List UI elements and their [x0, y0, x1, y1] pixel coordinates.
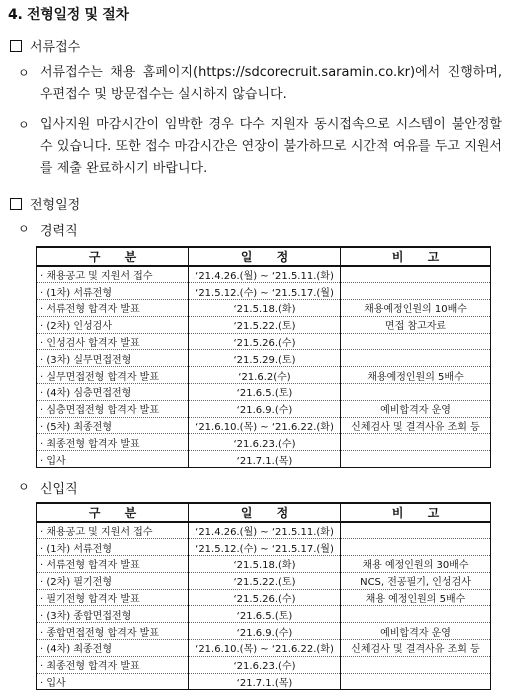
table-row — [37, 656, 491, 673]
cell-schedule: ‘21.6.23.(수) — [189, 656, 341, 673]
table-row — [37, 556, 491, 573]
circle-bullet-icon: ㅇ — [18, 480, 30, 494]
cell-category: · 채용공고 및 지원서 접수 — [37, 522, 189, 539]
cell-category: · (1차) 서류전형 — [37, 539, 189, 556]
cell-schedule: ‘21.6.2(수) — [189, 367, 341, 384]
cell-schedule: ‘21.6.10.(목) ~ ‘21.6.22.(화) — [189, 640, 341, 657]
table-row — [37, 623, 491, 640]
cell-category: · (3차) 실무면접전형 — [37, 350, 189, 367]
cell-schedule: ‘21.6.23.(수) — [189, 434, 341, 451]
cell-remarks — [341, 539, 491, 556]
career-heading — [18, 220, 78, 239]
table-row — [37, 300, 491, 317]
cell-category: · 종합면접전형 합격자 발표 — [37, 623, 189, 640]
cell-remarks: 채용 예정인원의 5배수 — [341, 589, 491, 606]
section-heading: 4. 전형일정 및 절차 — [8, 7, 129, 23]
cell-category: · 서류전형 합격자 발표 — [37, 300, 189, 317]
bullet-text: 서류접수는 채용 홈페이지(https://sdcorecruit.saramin.co.kr)에서 진행하며, 우편접수 및 방문접수는 실시하지 않습니다. — [40, 65, 502, 102]
cell-remarks — [341, 434, 491, 451]
career-title: 경력직 — [40, 224, 78, 239]
circle-bullet-icon: ㅇ — [18, 222, 30, 236]
table-row — [37, 640, 491, 657]
cell-schedule: ‘21.5.12.(수) ~ ‘21.5.17.(월) — [189, 539, 341, 556]
cell-schedule: ‘21.5.18.(화) — [189, 300, 341, 317]
subsection-title: 서류접수 — [30, 40, 81, 55]
cell-remarks — [341, 266, 491, 283]
cell-remarks — [341, 384, 491, 401]
cell-remarks: 예비합격자 운영 — [341, 623, 491, 640]
newgrad-heading — [18, 478, 78, 497]
cell-schedule: ‘21.5.18.(화) — [189, 556, 341, 573]
cell-schedule: ‘21.5.29.(토) — [189, 350, 341, 367]
cell-category: · (2차) 필기전형 — [37, 572, 189, 589]
table-row — [37, 316, 491, 333]
table-row — [37, 266, 491, 283]
cell-schedule: ‘21.6.10.(목) ~ ‘21.6.22.(화) — [189, 417, 341, 434]
table-row — [37, 673, 491, 690]
cell-category: · (4차) 심층면접전형 — [37, 384, 189, 401]
checkbox-square-icon — [10, 198, 22, 210]
table-row — [37, 522, 491, 539]
table-row — [37, 367, 491, 384]
table-row — [37, 400, 491, 417]
cell-remarks: NCS, 전공필기, 인성검사 — [341, 572, 491, 589]
career-schedule-table — [36, 246, 491, 468]
cell-schedule: ‘21.4.26.(월) ~ ‘21.5.11.(화) — [189, 266, 341, 283]
cell-schedule: ‘21.6.9.(수) — [189, 623, 341, 640]
table-header-row — [37, 247, 491, 266]
cell-schedule: ‘21.4.26.(월) ~ ‘21.5.11.(화) — [189, 522, 341, 539]
cell-category: · 인성검사 합격자 발표 — [37, 333, 189, 350]
cell-schedule: ‘21.6.5.(토) — [189, 384, 341, 401]
newgrad-title: 신입직 — [40, 482, 78, 497]
newgrad-schedule-table — [36, 502, 491, 690]
cell-remarks — [341, 350, 491, 367]
header-category: 구 분 — [37, 247, 189, 266]
cell-category: · 최종전형 합격자 발표 — [37, 434, 189, 451]
subsection-document-submission — [10, 36, 80, 55]
bullet-item — [18, 62, 502, 106]
table-row — [37, 572, 491, 589]
cell-remarks: 신체검사 및 결격사유 조회 등 — [341, 417, 491, 434]
circle-bullet-icon: ㅇ — [18, 118, 30, 132]
cell-schedule: ‘21.5.12.(수) ~ ‘21.5.17.(월) — [189, 283, 341, 300]
table-row — [37, 350, 491, 367]
cell-schedule: ‘21.7.1.(목) — [189, 673, 341, 690]
table-row — [37, 539, 491, 556]
table-header-row — [37, 503, 491, 522]
bullet-text: 입사지원 마감시간이 임박한 경우 다수 지원자 동시접속으로 시스템이 불안정할 수 있습니다. 또한 접수 마감시간은 연장이 불가하므로 시간적 여유를 두고 지원서를 제출 완료하시기 바랍니다. — [40, 117, 502, 176]
cell-remarks — [341, 283, 491, 300]
cell-schedule: ‘21.7.1.(목) — [189, 451, 341, 468]
header-category: 구 분 — [37, 503, 189, 522]
table-row — [37, 434, 491, 451]
header-remarks: 비 고 — [341, 503, 491, 522]
table-row — [37, 606, 491, 623]
table-row — [37, 589, 491, 606]
cell-remarks: 채용예정인원의 5배수 — [341, 367, 491, 384]
cell-category: · 심층면접전형 합격자 발표 — [37, 400, 189, 417]
cell-schedule: ‘21.6.5.(토) — [189, 606, 341, 623]
table-row — [37, 417, 491, 434]
cell-category: · (4차) 최종전형 — [37, 640, 189, 657]
bullet-item — [18, 114, 502, 180]
cell-schedule: ‘21.5.26.(수) — [189, 589, 341, 606]
cell-remarks — [341, 673, 491, 690]
cell-category: · 입사 — [37, 673, 189, 690]
cell-category: · (5차) 최종전형 — [37, 417, 189, 434]
cell-remarks: 채용 예정인원의 30배수 — [341, 556, 491, 573]
cell-category: · 최종전형 합격자 발표 — [37, 656, 189, 673]
table-row — [37, 451, 491, 468]
cell-remarks: 채용예정인원의 10배수 — [341, 300, 491, 317]
cell-remarks: 면접 참고자료 — [341, 316, 491, 333]
cell-category: · (2차) 인성검사 — [37, 316, 189, 333]
cell-remarks — [341, 606, 491, 623]
cell-category: · 채용공고 및 지원서 접수 — [37, 266, 189, 283]
cell-remarks — [341, 333, 491, 350]
cell-schedule: ‘21.5.22.(토) — [189, 572, 341, 589]
header-schedule: 일 정 — [189, 503, 341, 522]
cell-remarks — [341, 522, 491, 539]
header-schedule: 일 정 — [189, 247, 341, 266]
cell-remarks — [341, 656, 491, 673]
header-remarks: 비 고 — [341, 247, 491, 266]
cell-remarks: 신체검사 및 결격사유 조회 등 — [341, 640, 491, 657]
table-row — [37, 333, 491, 350]
cell-remarks — [341, 451, 491, 468]
table-row — [37, 384, 491, 401]
cell-category: · 실무면접전형 합격자 발표 — [37, 367, 189, 384]
subsection-schedule — [10, 194, 80, 213]
cell-schedule: ‘21.5.26.(수) — [189, 333, 341, 350]
cell-category: · (3차) 종합면접전형 — [37, 606, 189, 623]
cell-category: · (1차) 서류전형 — [37, 283, 189, 300]
table-row — [37, 283, 491, 300]
cell-schedule: ‘21.5.22.(토) — [189, 316, 341, 333]
cell-category: · 입사 — [37, 451, 189, 468]
circle-bullet-icon: ㅇ — [18, 66, 30, 80]
cell-remarks: 예비합격자 운영 — [341, 400, 491, 417]
subsection-title: 전형일정 — [30, 198, 81, 213]
cell-schedule: ‘21.6.9.(수) — [189, 400, 341, 417]
cell-category: · 필기전형 합격자 발표 — [37, 589, 189, 606]
cell-category: · 서류전형 합격자 발표 — [37, 556, 189, 573]
checkbox-square-icon — [10, 40, 22, 52]
